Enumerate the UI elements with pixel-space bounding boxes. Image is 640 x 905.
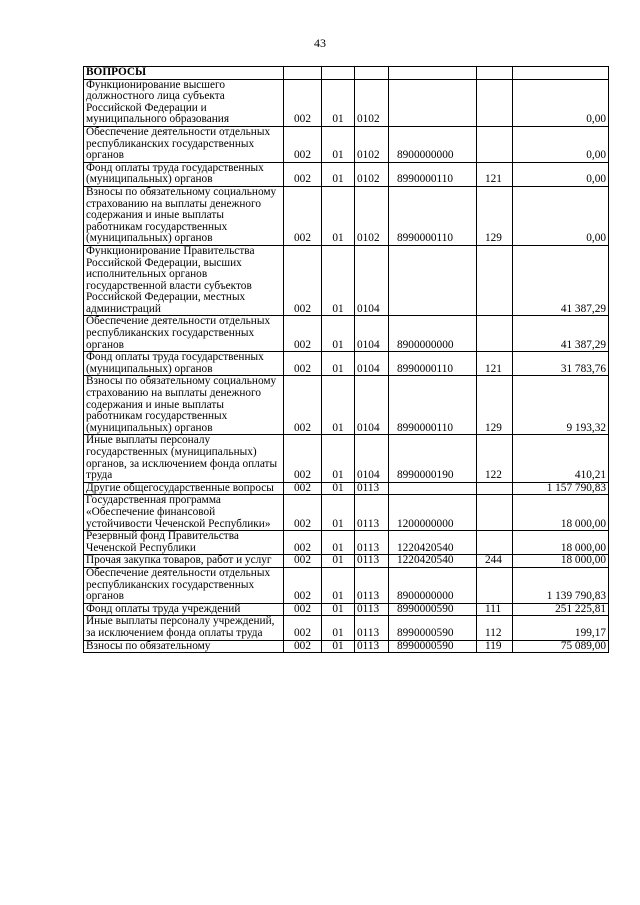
row-code-cell: 002 — [284, 640, 322, 653]
row-section-cell: 01 — [322, 186, 355, 245]
row-section-cell: 01 — [322, 640, 355, 653]
row-target-item-cell: 8990000110 — [389, 162, 477, 186]
row-target-item-cell: 8990000110 — [389, 376, 477, 435]
table-row — [84, 162, 609, 186]
row-section-cell — [322, 67, 355, 80]
table-row — [84, 186, 609, 245]
row-amount-cell: 41 387,29 — [513, 316, 609, 352]
row-name-cell: Функционирование Правительства Российской Федерации, высших исполнительных органов государственной власти субъектов Российской Федерации, местных администраций — [84, 245, 284, 316]
row-amount-cell: 199,17 — [513, 616, 609, 640]
row-expense-type-cell: 111 — [477, 603, 513, 616]
row-expense-type-cell: 129 — [477, 376, 513, 435]
row-code-cell: 002 — [284, 555, 322, 568]
table-row — [84, 567, 609, 603]
row-subsection-cell: 0113 — [355, 640, 389, 653]
row-name-cell: Взносы по обязательному социальному страхованию на выплаты денежного содержания и иные выплаты работникам государственных (муниципальных) органов — [84, 376, 284, 435]
table-row — [84, 245, 609, 316]
row-target-item-cell: 8990000590 — [389, 616, 477, 640]
row-expense-type-cell — [477, 482, 513, 495]
table-row — [84, 67, 609, 80]
row-section-cell: 01 — [322, 603, 355, 616]
row-subsection-cell: 0104 — [355, 316, 389, 352]
row-section-cell: 01 — [322, 79, 355, 126]
row-target-item-cell: 1200000000 — [389, 495, 477, 531]
row-name-cell: Иные выплаты персоналу учреждений, за исключением фонда оплаты труда — [84, 616, 284, 640]
row-amount-cell: 0,00 — [513, 162, 609, 186]
row-expense-type-cell — [477, 567, 513, 603]
row-target-item-cell — [389, 79, 477, 126]
row-name-cell: Обеспечение деятельности отдельных республиканских государственных органов — [84, 567, 284, 603]
row-section-cell: 01 — [322, 245, 355, 316]
table-row — [84, 495, 609, 531]
row-code-cell: 002 — [284, 126, 322, 162]
row-section-cell: 01 — [322, 376, 355, 435]
row-amount-cell: 18 000,00 — [513, 495, 609, 531]
row-subsection-cell: 0102 — [355, 79, 389, 126]
row-amount-cell: 1 157 790,83 — [513, 482, 609, 495]
row-expense-type-cell: 119 — [477, 640, 513, 653]
row-subsection-cell: 0113 — [355, 603, 389, 616]
row-code-cell: 002 — [284, 531, 322, 555]
table-row — [84, 352, 609, 376]
row-section-cell: 01 — [322, 616, 355, 640]
table-row — [84, 316, 609, 352]
row-subsection-cell: 0113 — [355, 555, 389, 568]
row-code-cell: 002 — [284, 482, 322, 495]
row-amount-cell: 251 225,81 — [513, 603, 609, 616]
row-target-item-cell: 8990000110 — [389, 186, 477, 245]
row-target-item-cell: 8990000590 — [389, 603, 477, 616]
row-code-cell: 002 — [284, 376, 322, 435]
row-name-cell: Обеспечение деятельности отдельных республиканских государственных органов — [84, 126, 284, 162]
row-expense-type-cell: 122 — [477, 435, 513, 482]
row-subsection-cell: 0113 — [355, 495, 389, 531]
table-row — [84, 376, 609, 435]
row-target-item-cell: 8990000590 — [389, 640, 477, 653]
row-code-cell — [284, 67, 322, 80]
page-number: 43 — [314, 36, 326, 50]
row-section-cell: 01 — [322, 531, 355, 555]
row-section-cell: 01 — [322, 567, 355, 603]
row-code-cell: 002 — [284, 316, 322, 352]
budget-table-body — [84, 67, 609, 653]
row-code-cell: 002 — [284, 245, 322, 316]
table-row — [84, 555, 609, 568]
row-expense-type-cell — [477, 126, 513, 162]
row-target-item-cell: 1220420540 — [389, 531, 477, 555]
row-target-item-cell: 8900000000 — [389, 567, 477, 603]
row-section-cell: 01 — [322, 126, 355, 162]
row-amount-cell: 410,21 — [513, 435, 609, 482]
row-amount-cell: 18 000,00 — [513, 555, 609, 568]
row-target-item-cell — [389, 67, 477, 80]
row-subsection-cell: 0113 — [355, 482, 389, 495]
row-expense-type-cell — [477, 531, 513, 555]
table-row — [84, 603, 609, 616]
row-expense-type-cell: 129 — [477, 186, 513, 245]
row-amount-cell: 41 387,29 — [513, 245, 609, 316]
row-code-cell: 002 — [284, 567, 322, 603]
table-row — [84, 531, 609, 555]
row-amount-cell: 0,00 — [513, 79, 609, 126]
row-name-cell: Фонд оплаты труда учреждений — [84, 603, 284, 616]
budget-table — [83, 66, 609, 653]
row-expense-type-cell: 121 — [477, 352, 513, 376]
row-name-cell: Государственная программа «Обеспечение финансовой устойчивости Чеченской Республики» — [84, 495, 284, 531]
row-subsection-cell: 0113 — [355, 616, 389, 640]
row-subsection-cell: 0113 — [355, 567, 389, 603]
row-expense-type-cell: 121 — [477, 162, 513, 186]
row-target-item-cell: 8900000000 — [389, 126, 477, 162]
row-section-cell: 01 — [322, 482, 355, 495]
row-subsection-cell: 0113 — [355, 531, 389, 555]
row-subsection-cell: 0102 — [355, 126, 389, 162]
row-subsection-cell: 0104 — [355, 376, 389, 435]
row-name-cell: Обеспечение деятельности отдельных республиканских государственных органов — [84, 316, 284, 352]
row-name-cell: ВОПРОСЫ — [84, 67, 284, 80]
table-row — [84, 482, 609, 495]
row-subsection-cell: 0104 — [355, 352, 389, 376]
row-subsection-cell: 0102 — [355, 162, 389, 186]
row-name-cell: Взносы по обязательному — [84, 640, 284, 653]
row-expense-type-cell — [477, 67, 513, 80]
row-expense-type-cell — [477, 316, 513, 352]
row-code-cell: 002 — [284, 435, 322, 482]
row-name-cell: Резервный фонд Правительства Чеченской Республики — [84, 531, 284, 555]
row-expense-type-cell: 112 — [477, 616, 513, 640]
row-name-cell: Взносы по обязательному социальному страхованию на выплаты денежного содержания и иные выплаты работникам государственных (муниципальных) органов — [84, 186, 284, 245]
row-target-item-cell — [389, 482, 477, 495]
row-amount-cell: 75 089,00 — [513, 640, 609, 653]
row-amount-cell: 1 139 790,83 — [513, 567, 609, 603]
row-section-cell: 01 — [322, 352, 355, 376]
row-code-cell: 002 — [284, 79, 322, 126]
row-name-cell: Иные выплаты персоналу государственных (муниципальных) органов, за исключением фонда оплаты труда — [84, 435, 284, 482]
row-amount-cell: 0,00 — [513, 126, 609, 162]
row-code-cell: 002 — [284, 616, 322, 640]
row-target-item-cell: 8990000110 — [389, 352, 477, 376]
row-expense-type-cell: 244 — [477, 555, 513, 568]
row-code-cell: 002 — [284, 162, 322, 186]
row-expense-type-cell — [477, 245, 513, 316]
row-name-cell: Другие общегосударственные вопросы — [84, 482, 284, 495]
table-row — [84, 79, 609, 126]
row-code-cell: 002 — [284, 603, 322, 616]
table-row — [84, 616, 609, 640]
row-subsection-cell: 0104 — [355, 435, 389, 482]
row-amount-cell — [513, 67, 609, 80]
row-target-item-cell: 1220420540 — [389, 555, 477, 568]
table-row — [84, 126, 609, 162]
table-row — [84, 640, 609, 653]
row-target-item-cell — [389, 245, 477, 316]
row-subsection-cell: 0102 — [355, 186, 389, 245]
row-code-cell: 002 — [284, 186, 322, 245]
row-expense-type-cell — [477, 79, 513, 126]
row-subsection-cell — [355, 67, 389, 80]
row-subsection-cell: 0104 — [355, 245, 389, 316]
row-section-cell: 01 — [322, 555, 355, 568]
row-section-cell: 01 — [322, 162, 355, 186]
row-code-cell: 002 — [284, 352, 322, 376]
row-section-cell: 01 — [322, 435, 355, 482]
row-name-cell: Функционирование высшего должностного лица субъекта Российской Федерации и муниципального образования — [84, 79, 284, 126]
row-target-item-cell: 8990000190 — [389, 435, 477, 482]
row-code-cell: 002 — [284, 495, 322, 531]
table-row — [84, 435, 609, 482]
row-amount-cell: 18 000,00 — [513, 531, 609, 555]
row-section-cell: 01 — [322, 495, 355, 531]
row-name-cell: Прочая закупка товаров, работ и услуг — [84, 555, 284, 568]
row-amount-cell: 0,00 — [513, 186, 609, 245]
row-amount-cell: 9 193,32 — [513, 376, 609, 435]
row-amount-cell: 31 783,76 — [513, 352, 609, 376]
row-target-item-cell: 8900000000 — [389, 316, 477, 352]
row-name-cell: Фонд оплаты труда государственных (муниципальных) органов — [84, 352, 284, 376]
row-expense-type-cell — [477, 495, 513, 531]
row-section-cell: 01 — [322, 316, 355, 352]
row-name-cell: Фонд оплаты труда государственных (муниципальных) органов — [84, 162, 284, 186]
